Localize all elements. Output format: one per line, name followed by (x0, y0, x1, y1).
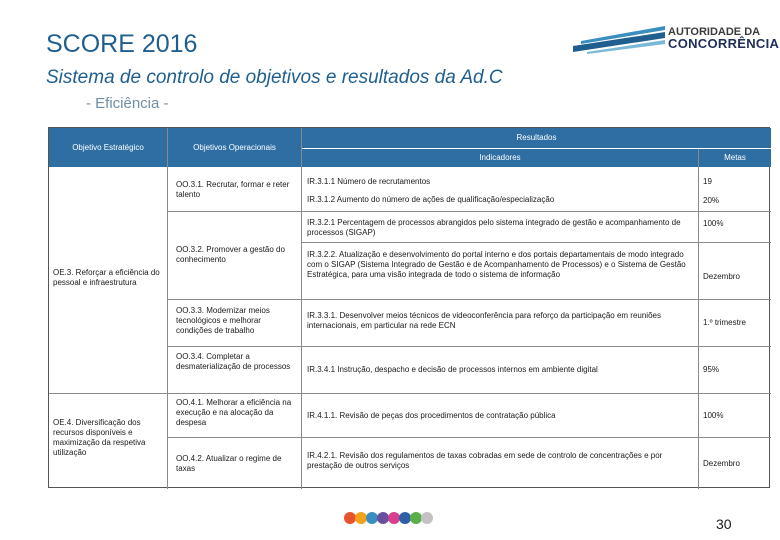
page-title: SCORE 2016 (46, 30, 198, 58)
header-objetivo-estrategico (49, 128, 167, 167)
logo-line2: CONCORRÊNCIA (668, 36, 780, 51)
header-resultados (302, 128, 771, 148)
footer-dot (421, 512, 433, 524)
oo-4-1-cell: OO.4.1. Melhorar a eficiência na execução e na alocação da despesa (176, 398, 292, 427)
grid-line (168, 346, 771, 347)
grid-line (698, 149, 699, 489)
oo-3-3-cell: OO.3.3. Modernizar meios tecnológicos e melhorar condições de trabalho (176, 306, 270, 335)
logo-text (668, 26, 779, 50)
header-objetivos-operacionais-label: Objetivos Operacionais (193, 143, 276, 152)
meta-3-1-1: 19 (703, 177, 712, 186)
header-resultados-label: Resultados (516, 133, 557, 142)
oo-3-1-cell: OO.3.1. Recrutar, formar e reter talento (176, 180, 290, 199)
grid-line (302, 242, 771, 243)
header-metas-label: Metas (724, 153, 746, 162)
grid-line (168, 299, 771, 300)
section-label: - Eficiência - (86, 95, 169, 112)
meta-3-3-1: 1.º trimestre (703, 318, 746, 327)
oe-4-cell: OE.4. Diversificação dos recursos disponíveis e maximização da respetiva utilização (53, 418, 146, 457)
indicator-4-2-1: IR.4.2.1. Revisão dos regulamentos de taxas cobradas em sede de controlo de concentrações e por prestação de outros serviços (307, 451, 663, 470)
oo-3-4-cell: OO.3.4. Completar a desmaterialização de processos (176, 352, 291, 371)
page-number: 30 (716, 516, 732, 532)
grid-line (302, 148, 771, 149)
meta-3-2-2: Dezembro (703, 272, 740, 281)
indicator-3-3-1: IR.3.3.1. Desenvolver meios técnicos de videoconferência para reforço da participação em reuniões internacionais, em particular na rede ECN (307, 311, 661, 330)
page-subtitle: Sistema de controlo de objetivos e resultados da Ad.C (46, 67, 503, 88)
indicator-3-1-2: IR.3.1.2 Aumento do número de ações de qualificação/especialização (307, 195, 555, 204)
meta-4-1-1: 100% (703, 411, 724, 420)
header-indicadores-label: Indicadores (479, 153, 521, 162)
indicator-3-1-1: IR.3.1.1 Número de recrutamentos (307, 177, 431, 186)
grid-line (49, 393, 771, 394)
meta-3-4-1: 95% (703, 365, 720, 374)
oo-3-2-cell: OO.3.2. Promover a gestão do conhecimento (176, 245, 285, 264)
indicator-3-2-2: IR.3.2.2. Atualização e desenvolvimento do portal interno e dos portais departamentais de modo integrado com o SIGAP (Sistema Integrado de Gestão e de Acompanhamento de Processos) e o Sistema de Gestão Estratégica, para uma visão integrada de todo o sistema de informação (307, 250, 686, 279)
grid-line (301, 128, 302, 489)
header-objetivos-operacionais (168, 128, 301, 167)
indicator-4-1-1: IR.4.1.1. Revisão de peças dos procedimentos de contratação pública (307, 411, 556, 420)
grid-line (168, 437, 771, 438)
header-objetivo-estrategico-label: Objetivo Estratégico (72, 143, 144, 152)
indicator-3-4-1: IR.3.4.1 Instrução, despacho e decisão de processos internos em ambiente digital (307, 365, 598, 374)
meta-3-2-1: 100% (703, 219, 724, 228)
logo-line1: AUTORIDADE DA (668, 26, 761, 38)
oe-3-cell: OE.3. Reforçar a eficiência do pessoal e infraestrutura (53, 268, 160, 287)
indicator-3-2-1: IR.3.2.1 Percentagem de processos abrangidos pelo sistema integrado de gestão e acompanhamento de processos (SIGAP) (307, 218, 681, 237)
meta-4-2-1: Dezembro (703, 459, 740, 468)
grid-line (168, 211, 771, 212)
grid-line (167, 128, 168, 489)
meta-3-1-2: 20% (703, 196, 720, 205)
header-indicadores (302, 149, 698, 167)
oo-4-2-cell: OO.4.2. Atualizar o regime de taxas (176, 454, 282, 473)
header-metas (699, 149, 771, 167)
results-table (48, 127, 770, 488)
